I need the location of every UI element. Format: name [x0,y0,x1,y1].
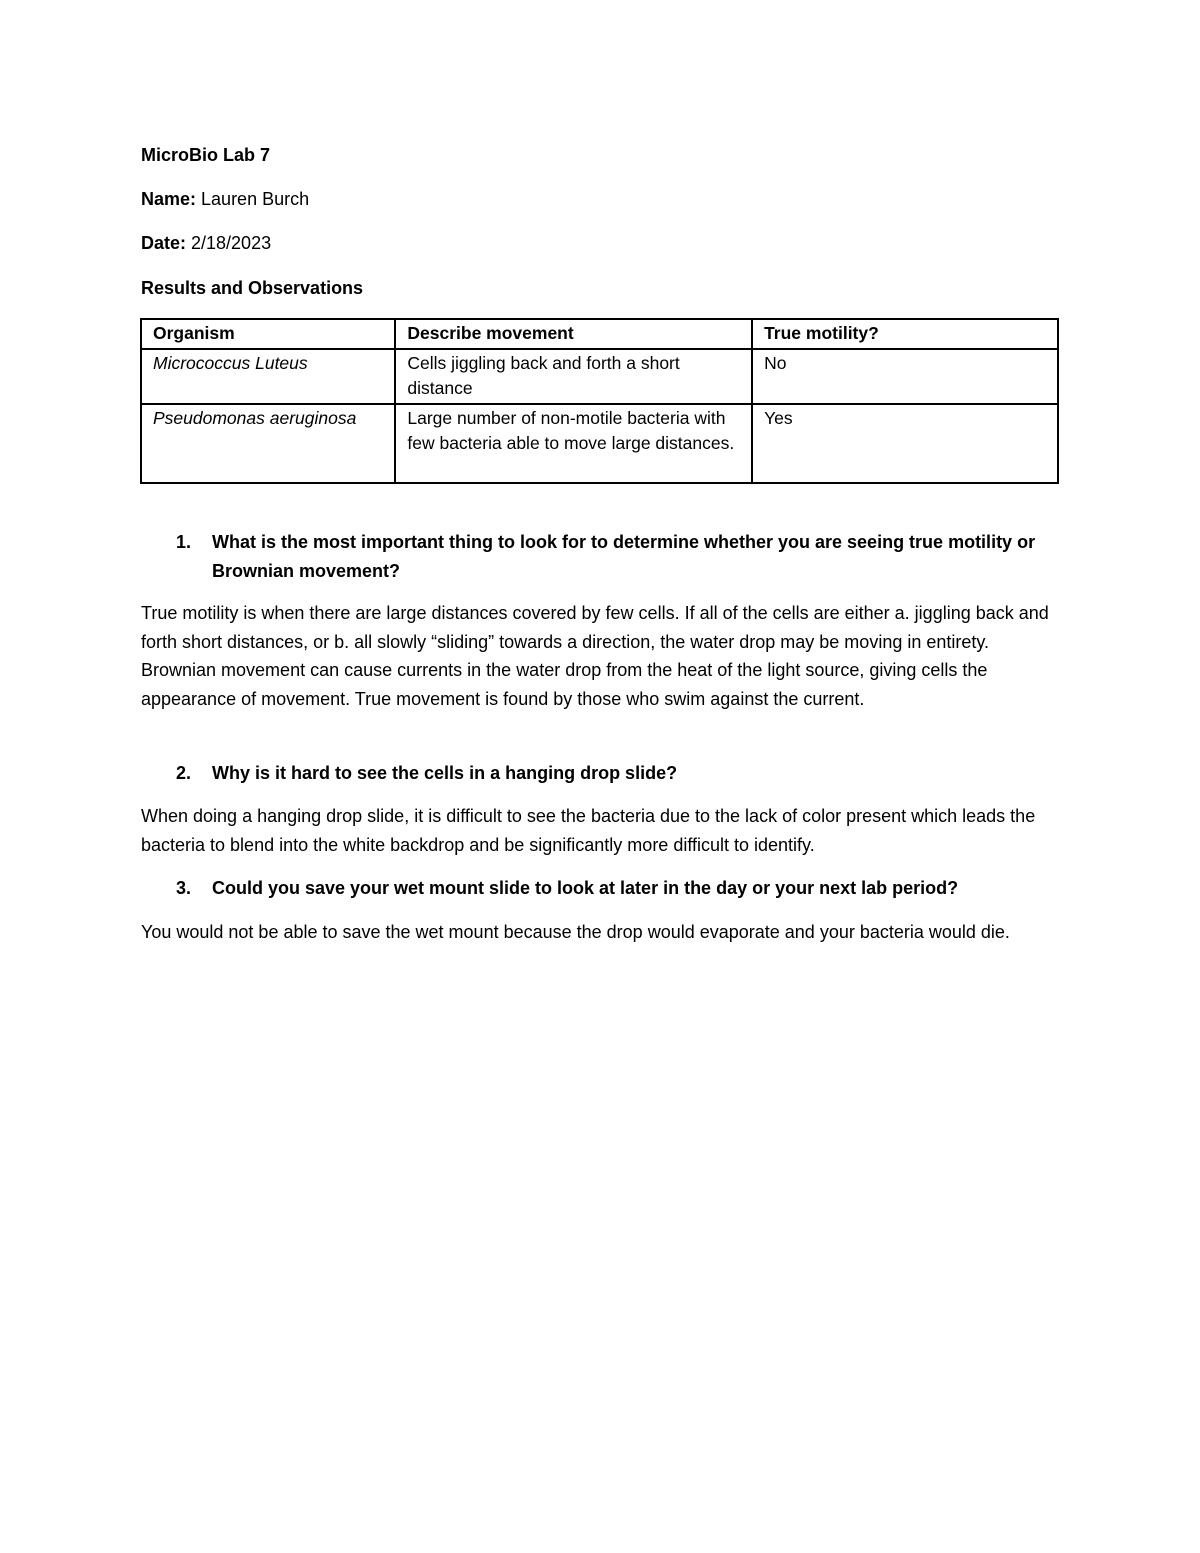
question-text: Could you save your wet mount slide to look at later in the day or your next lab period? [212,878,959,898]
table-row [141,349,1058,404]
question-number: 1. [176,532,192,552]
question-1 [176,528,1036,586]
results-table [140,318,1059,484]
date-value: 2/18/2023 [186,233,272,253]
motility-cell: No [752,349,1058,404]
name-value: Lauren Burch [196,189,310,209]
movement-cell: Large number of non-motile bacteria with few bacteria able to move large distances. [395,404,752,483]
answer-3: You would not be able to save the wet mount because the drop would evaporate and your bacteria would die. [141,922,1010,942]
column-header-organism: Organism [141,319,395,349]
section-heading: Results and Observations [141,278,364,298]
organism-cell: Pseudomonas aeruginosa [141,404,395,483]
date-label: Date: [141,233,187,253]
answer-1: True motility is when there are large distances covered by few cells. If all of the cells are either a. jiggling back and forth short distances, or b. all slowly “sliding” towards a direction, the water drop may be moving in entirety. Brownian movement can cause currents in the water drop from the heat of the light source, giving cells the appearance of movement. True movement is found by those who swim against the current. [141,603,1049,709]
question-2 [176,759,1036,788]
name-line [141,187,309,211]
question-number: 2. [176,763,192,783]
date-line [141,231,271,255]
name-label: Name: [141,189,197,209]
motility-cell: Yes [752,404,1058,483]
document-title: MicroBio Lab 7 [141,145,271,165]
organism-cell: Micrococcus Luteus [141,349,395,404]
table-header-row [141,319,1058,349]
column-header-movement: Describe movement [395,319,752,349]
answer-2: When doing a hanging drop slide, it is difficult to see the bacteria due to the lack of color present which leads the bacteria to blend into the white backdrop and be significantly more difficult to identify. [141,806,1036,855]
question-text: Why is it hard to see the cells in a hanging drop slide? [212,763,678,783]
question-3 [176,874,1036,903]
question-text: What is the most important thing to look for to determine whether you are seeing true motility or Brownian movement? [212,532,1036,581]
column-header-motility: True motility? [752,319,1058,349]
table-row [141,404,1058,483]
movement-cell: Cells jiggling back and forth a short distance [395,349,752,404]
question-number: 3. [176,878,192,898]
